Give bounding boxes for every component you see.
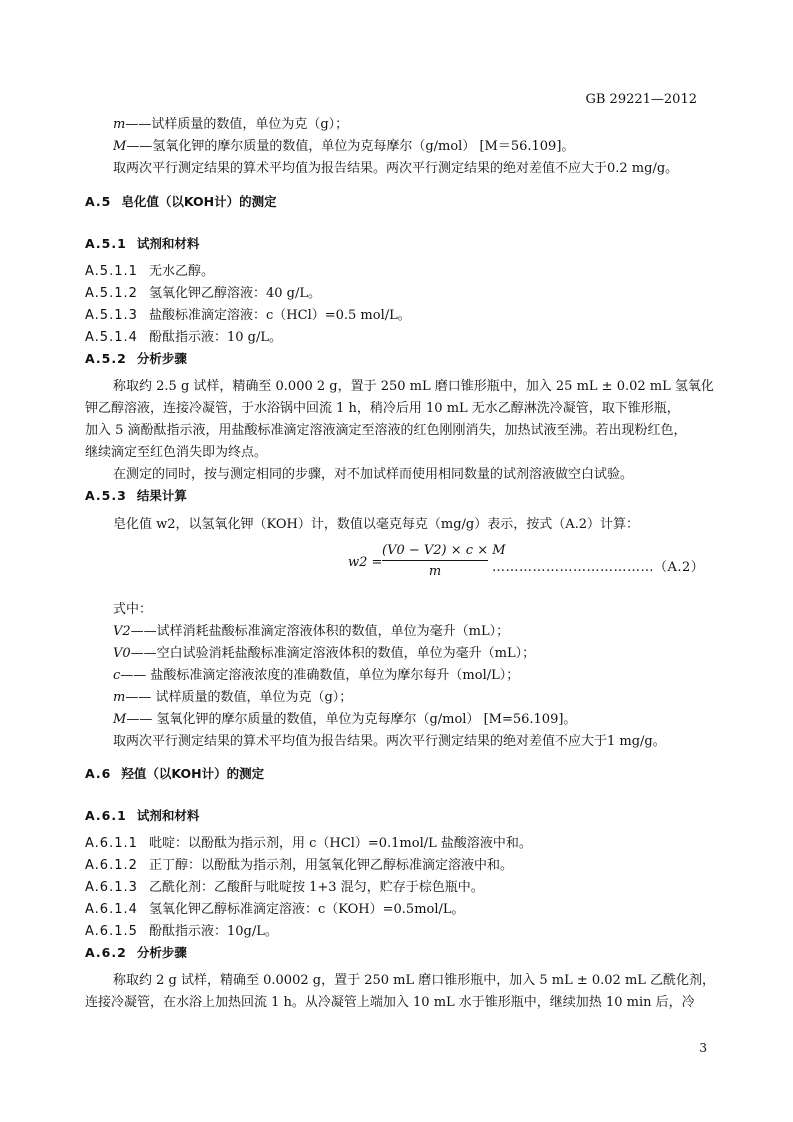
formula-numerator: (V0 − V2) × c × M [382, 543, 506, 558]
variable-desc: —— 盐酸标准滴定溶液浓度的准确数值，单位为摩尔每升（mol/L）； [120, 668, 520, 683]
item-text: 乙酰化剂：乙酸酐与吡啶按 1+3 混匀，贮存于棕色瓶中。 [149, 880, 484, 895]
variable-symbol: m [113, 117, 126, 132]
subsection-heading-a62 [85, 947, 187, 960]
variable-symbol: M [113, 139, 127, 154]
fraction-bar [382, 560, 488, 561]
paragraph-line: 称取约 2 g 试样，精确至 0.0002 g，置于 250 mL 磨口锥形瓶中，加入 5 mL ± 0.02 mL 乙酰化剂， [113, 973, 716, 988]
variable-desc: ——试样消耗盐酸标准滴定溶液体积的数值，单位为毫升（mL）； [130, 624, 510, 639]
variable-V2 [113, 625, 509, 638]
variable-desc: ——氢氧化钾的摩尔质量的数值，单位为克每摩尔（g/mol） [M＝56.109]。 [126, 139, 575, 154]
variable-V0 [113, 647, 535, 660]
subsection-heading-a53 [85, 490, 187, 503]
item-text: 正丁醇：以酚酞为指示剂，用氢氧化钾乙醇标准滴定溶液中和。 [149, 858, 514, 873]
heading-number: A.5.3 [85, 488, 127, 503]
heading-text: 皂化值（以KOH计）的测定 [121, 194, 277, 209]
heading-number: A.5.2 [85, 351, 127, 366]
variable-M [113, 140, 574, 153]
item-number: A.5.1.4 [85, 330, 138, 345]
heading-text: 试剂和材料 [136, 808, 200, 823]
variable-desc: ——空白试验消耗盐酸标准滴定溶液体积的数值，单位为毫升（mL）； [130, 646, 536, 661]
paragraph-line: 加入 5 滴酚酞指示液，用盐酸标准滴定溶液滴定至溶液的红色刚刚消失，加热试液至沸。若出现粉红色， [85, 423, 687, 438]
variable-desc: ——试样质量的数值，单位为克（g）； [125, 117, 349, 132]
item-number: A.6.1.3 [85, 880, 138, 895]
item-number: A.6.1.2 [85, 858, 138, 873]
item-number: A.6.1.4 [85, 902, 138, 917]
list-item [85, 331, 282, 344]
where-label: 式中： [113, 602, 153, 617]
variable-symbol: m [113, 690, 126, 705]
variable-symbol: M [113, 712, 127, 727]
paragraph-line: 钾乙醇溶液，连接冷凝管，于水浴锅中回流 1 h，稍冷后用 10 mL 无水乙醇淋洗冷凝管，取下锥形瓶， [85, 401, 680, 416]
list-item [85, 859, 513, 872]
item-text: 无水乙醇。 [149, 264, 215, 279]
list-item [85, 309, 411, 322]
heading-number: A.5.1 [85, 236, 127, 251]
list-item [85, 925, 278, 938]
paragraph-line: 继续滴定至红色消失即为终点。 [85, 445, 268, 460]
list-item [85, 881, 484, 894]
formula-fraction [382, 543, 506, 579]
paragraph-average: 取两次平行测定结果的算术平均值为报告结果。两次平行测定结果的绝对差值不应大于0.2 mg/g。 [113, 161, 679, 176]
formula-label: （A.2） [654, 560, 705, 575]
item-text: 酚酞指示液：10 g/L。 [149, 330, 283, 345]
item-number: A.5.1.3 [85, 308, 138, 323]
section-heading-a5 [85, 196, 277, 209]
paragraph-average: 取两次平行测定结果的算术平均值为报告结果。两次平行测定结果的绝对差值不应大于1 mg/g。 [113, 734, 666, 749]
paragraph-blank-test: 在测定的同时，按与测定相同的步骤，对不加试样而使用相同数量的试剂溶液做空白试验。 [113, 467, 634, 482]
variable-desc: —— 氢氧化钾的摩尔质量的数值，单位为克每摩尔（g/mol） [M=56.109]。 [126, 712, 577, 727]
page-number: 3 [699, 1041, 707, 1055]
variable-c [113, 669, 519, 682]
heading-text: 分析步骤 [136, 945, 187, 960]
leader-dots: ……………………………… [492, 560, 654, 575]
list-item [85, 265, 214, 278]
formula-leader [492, 556, 704, 575]
variable-symbol: c [113, 668, 121, 683]
calc-intro: 皂化值 w2，以氢氧化钾（KOH）计，数值以毫克每克（mg/g）表示，按式（A.2）计算： [113, 517, 640, 532]
item-text: 盐酸标准滴定溶液：c（HCl）=0.5 mol/L。 [149, 308, 411, 323]
formula-lhs: w2 = [348, 555, 383, 570]
variable-M [113, 713, 576, 726]
section-heading-a6 [85, 768, 264, 781]
subsection-heading-a61 [85, 810, 199, 823]
list-item [85, 287, 321, 300]
heading-number: A.6.1 [85, 808, 127, 823]
heading-text: 羟值（以KOH计）的测定 [121, 766, 265, 781]
item-number: A.6.1.1 [85, 836, 138, 851]
paragraph-line: 连接冷凝管，在水浴上加热回流 1 h。从冷凝管上端加入 10 mL 水于锥形瓶中，继续加热 10 min 后，冷 [85, 995, 695, 1010]
heading-number: A.6 [85, 766, 112, 781]
item-text: 吡啶：以酚酞为指示剂，用 c（HCl）=0.1mol/L 盐酸溶液中和。 [149, 836, 532, 851]
item-number: A.5.1.2 [85, 286, 138, 301]
variable-desc: —— 试样质量的数值，单位为克（g）； [125, 690, 353, 705]
paragraph-line: 称取约 2.5 g 试样，精确至 0.000 2 g，置于 250 mL 磨口锥形瓶中，加入 25 mL ± 0.02 mL 氢氧化 [113, 379, 714, 394]
list-item [85, 837, 532, 850]
item-number: A.5.1.1 [85, 264, 138, 279]
variable-symbol: V2 [113, 624, 131, 639]
item-text: 氢氧化钾乙醇标准滴定溶液：c（KOH）=0.5mol/L。 [149, 902, 465, 917]
variable-m [113, 691, 352, 704]
formula-denominator: m [428, 564, 442, 579]
variable-m [113, 118, 348, 131]
variable-symbol: V0 [113, 646, 131, 661]
heading-text: 试剂和材料 [136, 236, 200, 251]
heading-number: A.6.2 [85, 945, 127, 960]
subsection-heading-a51 [85, 238, 199, 251]
standard-number: GB 29221—2012 [585, 92, 697, 107]
item-text: 酚酞指示液：10g/L。 [149, 924, 278, 939]
item-text: 氢氧化钾乙醇溶液：40 g/L。 [149, 286, 322, 301]
item-number: A.6.1.5 [85, 924, 138, 939]
heading-text: 结果计算 [136, 488, 187, 503]
subsection-heading-a52 [85, 353, 187, 366]
heading-number: A.5 [85, 194, 112, 209]
heading-text: 分析步骤 [136, 351, 187, 366]
list-item [85, 903, 465, 916]
